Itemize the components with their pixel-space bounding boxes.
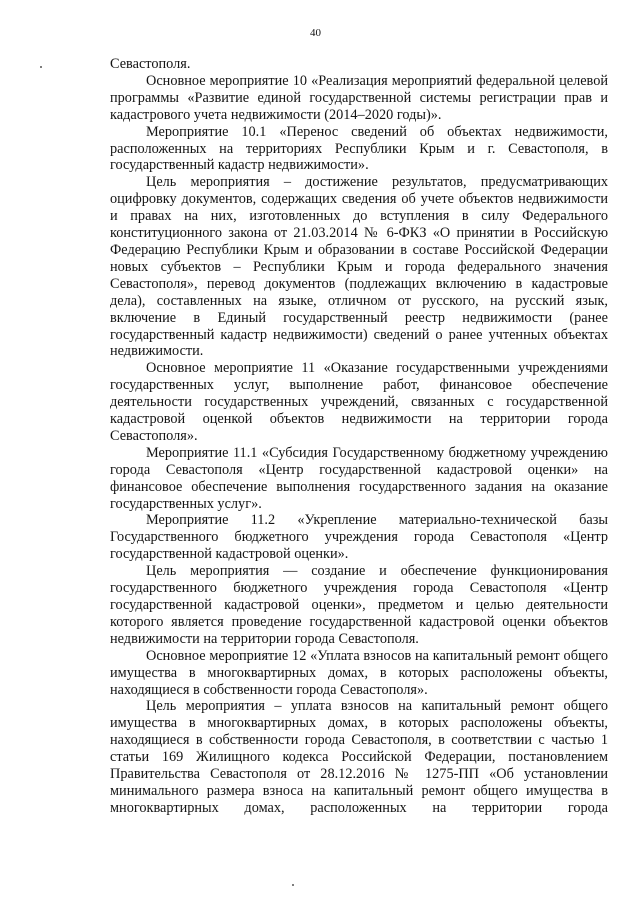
document-body xyxy=(110,56,608,817)
paragraph-activity-11-2: Мероприятие 11.2 «Укрепление материально-технической базы Государственного бюджетного учреждения города Севастополя «Центр государственной кадастровой оценки». xyxy=(110,512,608,563)
paragraph-main-activity-10: Основное мероприятие 10 «Реализация мероприятий федеральной целевой программы «Развитие единой государственной системы регистрации прав и кадастрового учета недвижимости (2014–2020 годы)». xyxy=(110,72,608,123)
paragraph-activity-11-1: Мероприятие 11.1 «Субсидия Государственному бюджетному учреждению города Севастополя «Центр государственной кадастровой оценки» на финансовое обеспечение выполнения государственного задания на оказание государственных услуг». xyxy=(110,444,608,512)
paragraph-main-activity-12: Основное мероприятие 12 «Уплата взносов на капитальный ремонт общего имущества в многоквартирных домах, в которых расположены объекты, находящиеся в собственности города Севастополя». xyxy=(110,647,608,698)
paragraph-main-activity-11: Основное мероприятие 11 «Оказание государственными учреждениями государственных услуг, выполнение работ, финансовое обеспечение деятельности государственных учреждений, связанных с государственной кадастровой оценкой объектов недвижимости на территории города Севастополя». xyxy=(110,360,608,444)
paragraph-activity-10-1: Мероприятие 10.1 «Перенос сведений об объектах недвижимости, расположенных на территориях Республики Крым и г. Севастополя, в государственный кадастр недвижимости». xyxy=(110,123,608,174)
paragraph-goal-12: Цель мероприятия – уплата взносов на капитальный ремонт общего имущества в многоквартирных домах, в которых расположены объекты, находящиеся в собственности города Севастополя, в соответствии с частью 1 статьи 169 Жилищного кодекса Российской Федерации, постановлением Правительства Севастополя от 28.12.2016 № 1275-ПП «Об установлении минимального размера взноса на капитальный ремонт общего имущества в многоквартирных домах, расположенных на территории города xyxy=(110,698,608,816)
scan-speck xyxy=(292,884,294,886)
paragraph-goal-10-1: Цель мероприятия – достижение результатов, предусматривающих оцифровку документов, содержащих сведения об учете объектов недвижимости и правах на них, изготовленных до вступления в силу Федерального конституционного закона от 21.03.2014 № 6-ФКЗ «О принятии в Российскую Федерацию Республики Крым и образовании в составе Российской Федерации новых субъектов – Республики Крым и города федерального значения Севастополя», перевод документов (подлежащих включению в кадастровые дела), составленных на языке, отличном от русского, на русский язык, включение в Единый государственный реестр недвижимости (ранее государственный кадастр недвижимости) сведений о ранее учтенных объектах недвижимости. xyxy=(110,174,608,360)
paragraph-goal-11: Цель мероприятия — создание и обеспечение функционирования государственного бюджетного учреждения города Севастополя «Центр государственной кадастровой оценки», предметом и целью деятельности которого является проведение государственной кадастровой оценки объектов недвижимости на территории города Севастополя. xyxy=(110,563,608,647)
paragraph-continuation: Севастополя. xyxy=(110,56,191,72)
page-number: 40 xyxy=(310,27,321,39)
scan-speck xyxy=(40,66,42,68)
